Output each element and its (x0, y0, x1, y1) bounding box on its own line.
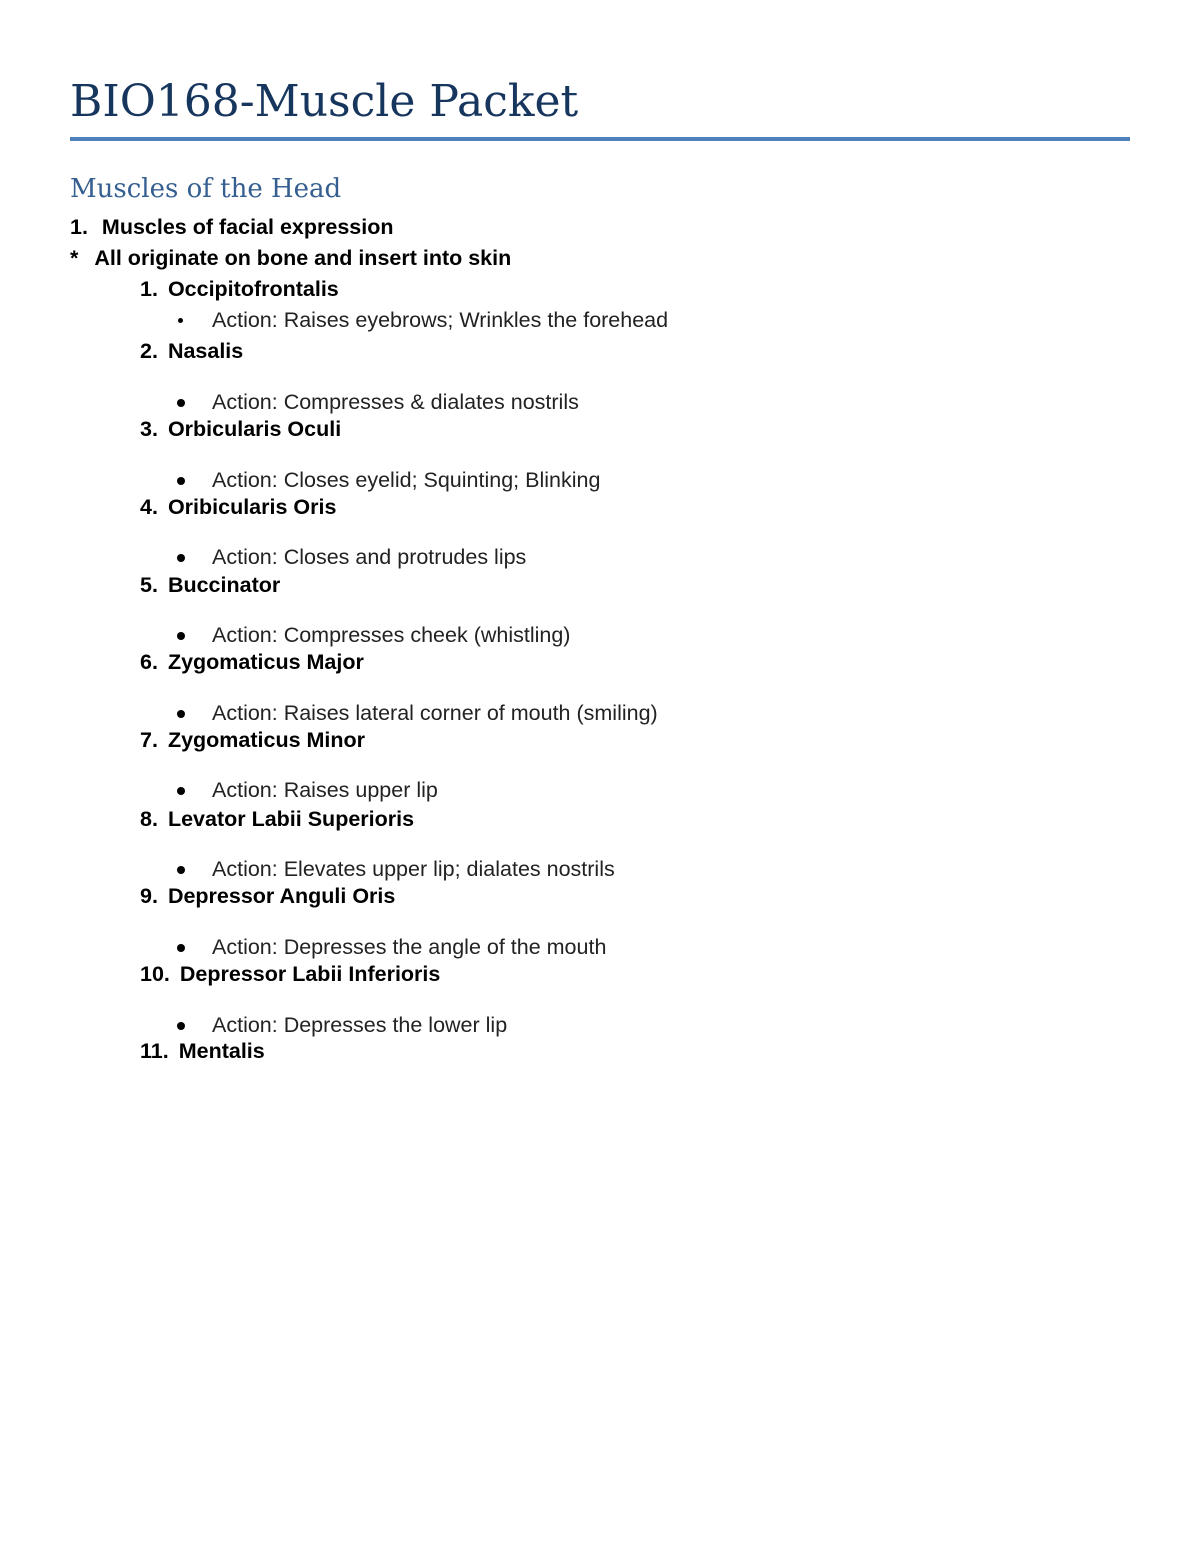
muscle-item (140, 494, 336, 520)
muscle-item (140, 416, 341, 442)
muscle-name: Zygomaticus Major (167, 650, 364, 674)
muscle-action: Action: Raises eyebrows; Wrinkles the forehead (212, 308, 669, 332)
note-text: All originate on bone and insert into skin (94, 246, 512, 270)
muscle-action: Action: Compresses cheek (whistling) (212, 623, 571, 647)
muscle-number: 3. (140, 417, 158, 441)
muscle-name: Nasalis (167, 339, 244, 363)
title-underline (70, 137, 1130, 141)
muscle-name: Oribicularis Oris (167, 495, 337, 519)
bullet-icon (177, 866, 185, 874)
muscle-number: 1. (140, 277, 158, 301)
muscle-name: Buccinator (167, 573, 281, 597)
bullet-icon (177, 1022, 185, 1030)
bullet-icon (178, 318, 183, 323)
bullet-icon (177, 399, 185, 407)
muscle-item (140, 572, 280, 598)
muscle-number: 7. (140, 728, 158, 752)
muscle-action: Action: Raises lateral corner of mouth (smiling) (212, 701, 658, 725)
muscle-item (140, 1038, 265, 1064)
section-heading: Muscles of the Head (70, 174, 342, 204)
muscle-action: Action: Compresses & dialates nostrils (212, 390, 579, 414)
bullet-icon (177, 710, 185, 718)
top-item-label: Muscles of facial expression (101, 215, 394, 239)
muscle-action: Action: Elevates upper lip; dialates nostrils (212, 857, 615, 881)
muscle-item (140, 961, 440, 987)
muscle-item (140, 649, 364, 675)
muscle-item (140, 806, 414, 832)
note-marker: * (70, 246, 79, 270)
bullet-icon (177, 477, 185, 485)
muscle-item (140, 727, 365, 753)
muscle-number: 9. (140, 884, 158, 908)
muscle-number: 6. (140, 650, 158, 674)
muscle-action: Action: Depresses the angle of the mouth (212, 935, 607, 959)
document-title: BIO168-Muscle Packet (70, 76, 579, 127)
muscle-name: Zygomaticus Minor (167, 728, 366, 752)
muscle-number: 4. (140, 495, 158, 519)
muscle-name: Occipitofrontalis (167, 277, 339, 301)
muscle-number: 2. (140, 339, 158, 363)
muscle-item (140, 276, 339, 302)
muscle-name: Depressor Labii Inferioris (179, 962, 441, 986)
muscle-number: 5. (140, 573, 158, 597)
muscle-name: Levator Labii Superioris (167, 807, 415, 831)
bullet-icon (177, 632, 185, 640)
muscle-name: Orbicularis Oculi (167, 417, 342, 441)
muscle-name: Depressor Anguli Oris (167, 884, 396, 908)
note-line (70, 245, 511, 271)
muscle-action: Action: Closes eyelid; Squinting; Blinking (212, 468, 601, 492)
muscle-action: Action: Depresses the lower lip (212, 1013, 508, 1037)
muscle-number: 10. (140, 962, 170, 986)
top-list-item (70, 214, 393, 240)
muscle-number: 11. (140, 1039, 169, 1063)
bullet-icon (177, 944, 185, 952)
muscle-item (140, 883, 395, 909)
muscle-number: 8. (140, 807, 158, 831)
muscle-action: Action: Closes and protrudes lips (212, 545, 527, 569)
bullet-icon (177, 554, 185, 562)
muscle-name: Mentalis (178, 1039, 265, 1063)
bullet-icon (177, 787, 185, 795)
muscle-item (140, 338, 243, 364)
top-item-number: 1. (70, 215, 88, 239)
muscle-action: Action: Raises upper lip (212, 778, 438, 802)
